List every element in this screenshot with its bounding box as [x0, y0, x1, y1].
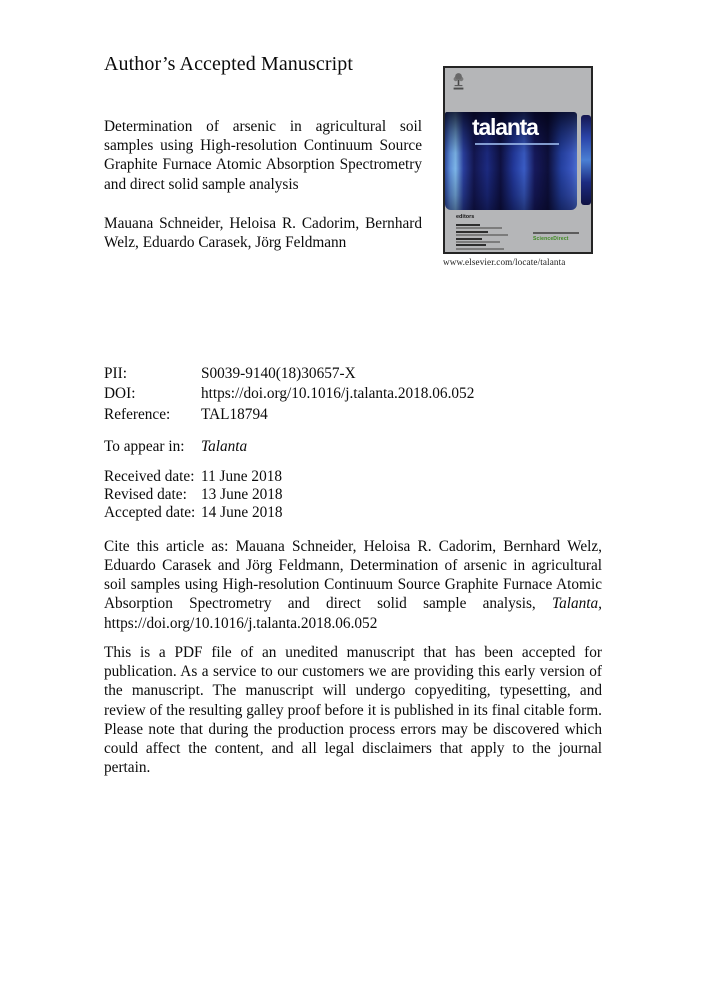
sciencedirect-logo: ScienceDirect: [533, 236, 569, 242]
journal-website-url: www.elsevier.com/locate/talanta: [443, 257, 566, 267]
manuscript-dates: [104, 468, 602, 523]
received-date-label: Received date:: [104, 468, 195, 485]
journal-cover-image: [443, 66, 593, 254]
accepted-date-label: Accepted date:: [104, 504, 196, 522]
doi-label: DOI:: [104, 385, 136, 403]
pii-row: [104, 364, 602, 384]
revised-date-row: [104, 486, 602, 504]
doi-row: [104, 384, 602, 404]
pii-value: S0039-9140(18)30657-X: [201, 365, 356, 382]
citation-journal-name: Talanta,: [551, 595, 602, 613]
author-list: Mauana Schneider, Heloisa R. Cadorim, Bernhard Welz, Eduardo Carasek, Jörg Feldmann: [104, 215, 422, 252]
to-appear-label: To appear in:: [104, 438, 185, 455]
article-title: Determination of arsenic in agricultural soil samples using High-resolution Continuum Source Graphite Furnace Atomic Absorption Spectrometry and direct solid sample analysis: [104, 118, 422, 193]
reference-row: [104, 405, 602, 425]
to-appear-row: [104, 437, 602, 457]
accepted-date-value: 14 June 2018: [201, 504, 283, 522]
accepted-date-row: [104, 504, 602, 522]
journal-cover-inner: [445, 68, 591, 252]
disclaimer-paragraph: This is a PDF file of an unedited manuscript that has been accepted for publication. As a service to our customers we are providing this early version of the manuscript. The manuscript will undergo copyediting, typesetting, and review of the resulting galley proof before it is published in its final citable form. Please note that during the production process errors may be discovered which could affect the content, and all legal disclaimers that apply to the journal pertain.: [104, 644, 602, 777]
available-online-line: [533, 232, 579, 234]
editor-line: [456, 234, 508, 236]
reference-value: TAL18794: [201, 405, 268, 423]
editor-line: [456, 231, 488, 233]
pii-label: PII:: [104, 365, 127, 382]
citation-doi-url: https://doi.org/10.1016/j.talanta.2018.06.052: [104, 614, 378, 632]
editor-line: [456, 241, 500, 243]
manuscript-identifiers: [104, 364, 602, 425]
journal-subtitle-line: [475, 143, 559, 145]
citation-text: Cite this article as: Mauana Schneider, Heloisa R. Cadorim, Bernhard Welz, Eduardo Carasek and Jörg Feldmann, Determination of arsenic in agricultural soil samples using High-resolution Continuum Source Graphite Furnace Atomic Absorption Spectrometry and direct solid sample analysis,: [104, 538, 602, 613]
cover-artwork: [445, 112, 577, 210]
cover-editors-label: editors: [456, 214, 475, 220]
revised-date-label: Revised date:: [104, 486, 187, 504]
citation-paragraph: [104, 537, 602, 633]
page-title: Author’s Accepted Manuscript: [104, 53, 354, 75]
doi-value: https://doi.org/10.1016/j.talanta.2018.06.052: [201, 385, 475, 403]
cover-editor-list-lines: [456, 224, 516, 251]
cover-artwork-side-strip: [581, 115, 591, 205]
editor-line: [456, 227, 502, 229]
to-appear-journal: Talanta: [201, 438, 248, 455]
revised-date-value: 13 June 2018: [201, 486, 283, 504]
editor-line: [456, 248, 504, 250]
received-date-value: 11 June 2018: [201, 468, 283, 485]
received-date-row: [104, 468, 602, 486]
editor-line: [456, 244, 486, 246]
editor-line: [456, 238, 482, 240]
to-appear-block: [104, 437, 602, 457]
editor-line: [456, 224, 480, 226]
reference-label: Reference:: [104, 405, 171, 423]
journal-wordmark: talanta: [472, 114, 538, 140]
elsevier-tree-icon: [453, 72, 464, 90]
